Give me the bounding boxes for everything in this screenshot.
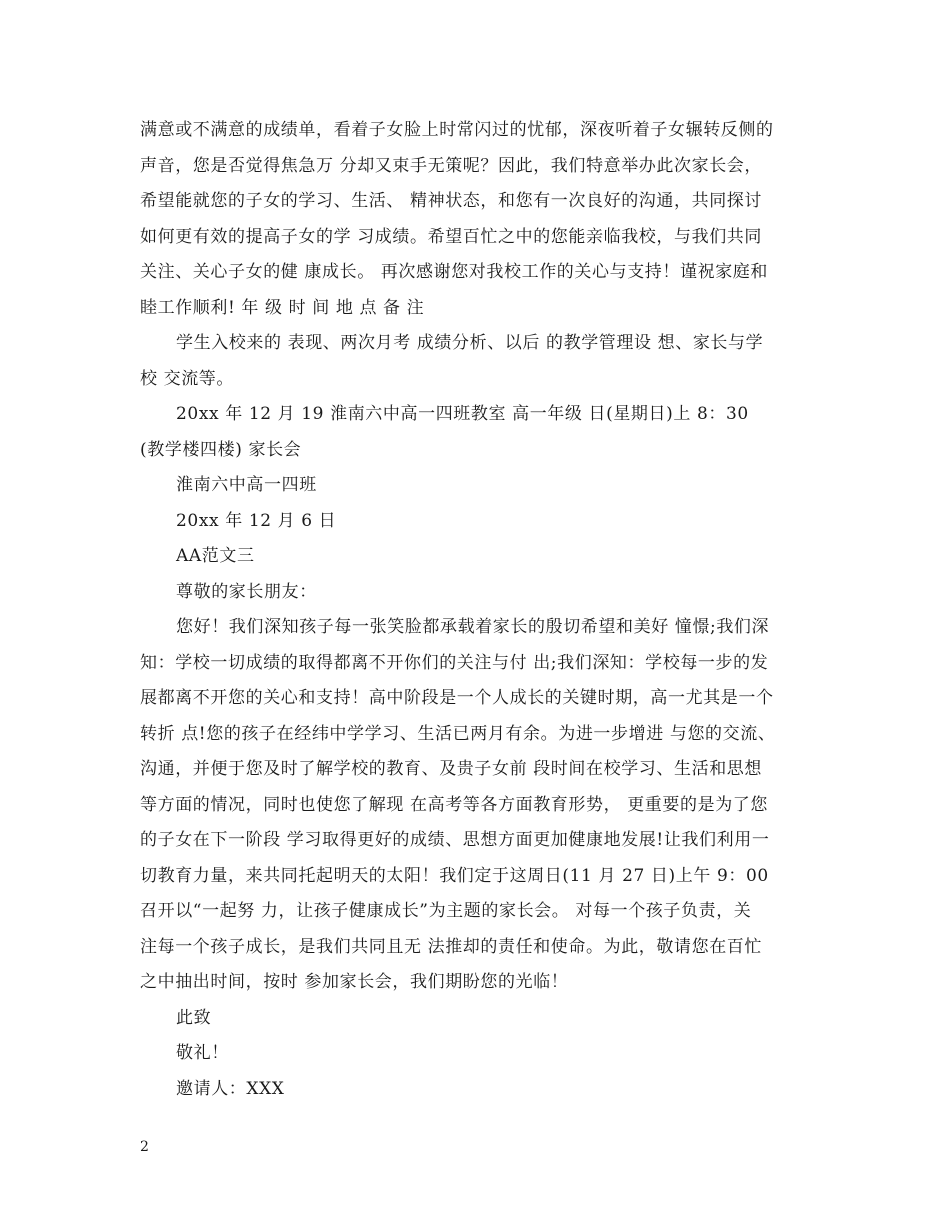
- text-line: 关注、关心子女的健 康成长。 再次感谢您对我校工作的关心与支持！谨祝家庭和: [140, 262, 769, 282]
- page-number: 2: [140, 1139, 149, 1155]
- text-line: 邀请人：XXX: [176, 1078, 285, 1099]
- text-line: 睦工作顺利! 年 级 时 间 地 点 备 注: [140, 297, 425, 318]
- text-line: 学生入校来的 表现、两次月考 成绩分析、以后 的教学管理设 想、家长与学: [176, 333, 764, 353]
- text-line: 沟通，并便于您及时了解学校的教育、及贵子女前 段时间在校学习、生活和思想: [140, 759, 763, 779]
- text-line: 此致: [176, 1007, 212, 1028]
- text-line: 您好！我们深知孩子每一张笑脸都承载着家长的殷切希望和美好 憧憬;我们深: [176, 617, 770, 637]
- text-line: 如何更有效的提高子女的学 习成绩。希望百忙之中的您能亲临我校，与我们共同: [140, 226, 763, 247]
- text-line: 等方面的情况，同时也使您了解现 在高考等各方面教育形势， 更重要的是为了您: [140, 794, 769, 815]
- text-line: 展都离不开您的关心和支持！高中阶段是一个人成长的关键时期，高一尤其是一个: [140, 688, 774, 708]
- text-line: 注每一个孩子成长，是我们共同且无 法推却的责任和使命。为此，敬请您在百忙: [140, 936, 763, 957]
- text-line: 校 交流等。: [140, 368, 235, 389]
- text-line: 声音，您是否觉得焦急万 分却又束手无策呢？因此，我们特意举办此次家长会，: [140, 155, 763, 176]
- text-line: 20xx 年 12 月 6 日: [176, 510, 337, 531]
- text-line: 希望能就您的子女的学习、生活、 精神状态，和您有一次良好的沟通，共同探讨: [140, 191, 763, 211]
- text-line: 之中抽出时间，按时 参加家长会，我们期盼您的光临！: [140, 972, 569, 992]
- text-line: 的子女在下一阶段 学习取得更好的成绩、思想方面更加健康地发展!让我们利用一: [140, 830, 770, 850]
- text-line: 知：学校一切成绩的取得都离不开你们的关注与付 出;我们深知：学校每一步的发: [140, 652, 769, 673]
- text-line: (教学楼四楼) 家长会: [140, 439, 302, 460]
- text-line: 切教育力量，来共同托起明天的太阳！我们定于这周日(11 月 27 日)上午 9：00: [140, 865, 769, 886]
- text-line: 20xx 年 12 月 19 淮南六中高一四班教室 高一年级 日(星期日)上 8：30: [176, 404, 749, 424]
- document-body: [140, 113, 820, 1107]
- text-line: 召开以“一起努 力，让孩子健康成长”为主题的家长会。 对每一个孩子负责，关: [140, 901, 752, 921]
- text-line: 转折 点!您的孩子在经纬中学学习、生活已两月有余。为进一步增进 与您的交流、: [140, 723, 776, 744]
- text-line: 淮南六中高一四班: [176, 475, 317, 495]
- text-line: 敬礼！: [176, 1043, 229, 1063]
- text-line: AA范文三: [176, 546, 255, 566]
- text-line: 尊敬的家长朋友：: [176, 581, 317, 602]
- text-line: 满意或不满意的成绩单，看着子女脸上时常闪过的忧郁，深夜听着子女辗转反侧的: [140, 120, 774, 140]
